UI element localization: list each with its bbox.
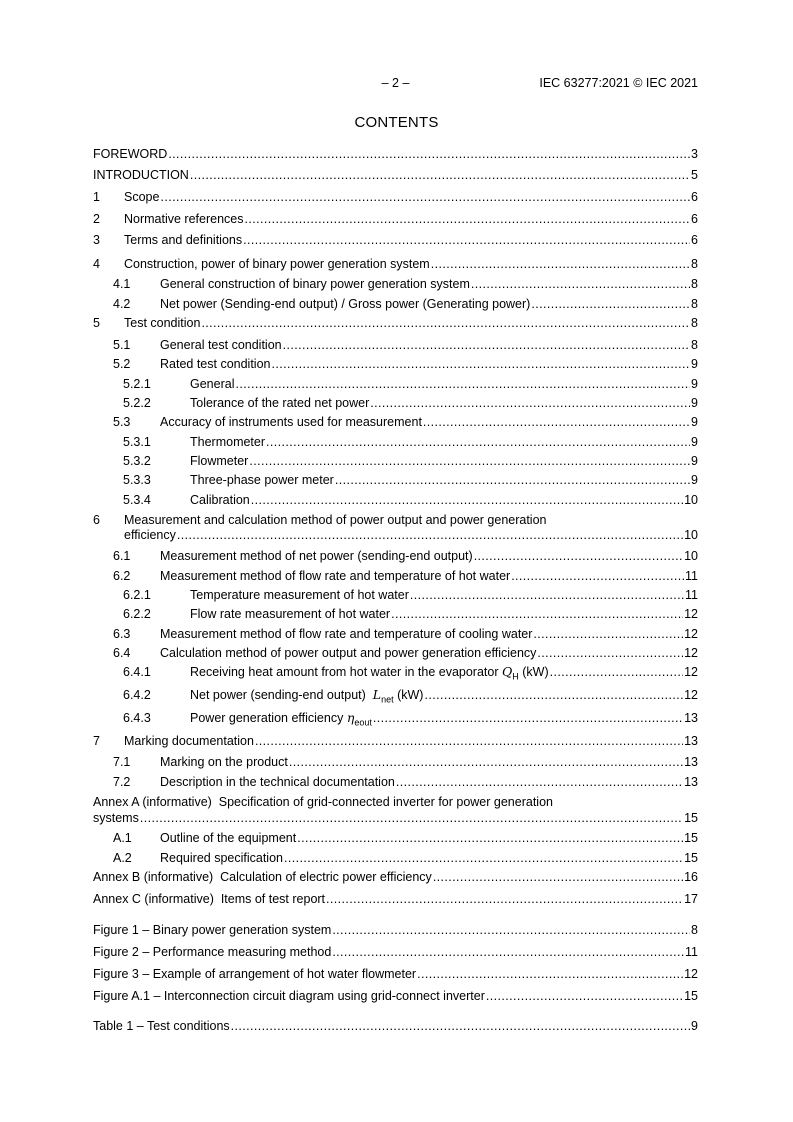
toc-entry-5-3-4[interactable]: 5.3.4 Calibration ..... 10 (93, 492, 698, 508)
toc-entry-2[interactable]: 2 Normative references ..... 6 (93, 211, 698, 227)
toc-entry-6-4-3[interactable]: 6.4.3 Power generation efficiency $\eta_{eout}$ ..... 13 (93, 710, 698, 726)
toc-entry-annex-a-line1[interactable]: Annex A (informative) Specification of grid-connected inverter for power generation (93, 795, 553, 809)
toc-entry-figure-a-1[interactable]: Figure A.1 – Interconnection circuit diagram using grid-connect inverter ..... 15 (93, 988, 698, 1004)
toc-entry-6-3[interactable]: 6.3 Measurement method of flow rate and temperature of cooling water ..... 12 (93, 626, 698, 642)
toc-entry-a-1[interactable]: A.1 Outline of the equipment ..... 15 (93, 830, 698, 846)
toc-entry-figure-2[interactable]: Figure 2 – Performance measuring method ..... 11 (93, 944, 698, 960)
toc-entry-5-1[interactable]: 5.1 General test condition ..... 8 (93, 337, 698, 353)
toc-entry-annex-a-line2[interactable]: systems ..... 15 (93, 810, 698, 826)
toc-entry-6-4[interactable]: 6.4 Calculation method of power output and power generation efficiency ..... 12 (93, 645, 698, 661)
toc-entry-5[interactable]: 5 Test condition ..... 8 (93, 315, 698, 331)
toc-entry-6-line2[interactable]: efficiency ..... 10 (124, 527, 698, 543)
toc-entry-foreword[interactable]: FOREWORD ..... 3 (93, 146, 698, 162)
toc-entry-annex-b[interactable]: Annex B (informative) Calculation of electric power efficiency ..... 16 (93, 869, 698, 885)
standard-reference: IEC 63277:2021 © IEC 2021 (539, 76, 698, 90)
page-header (93, 76, 698, 92)
toc-entry-7[interactable]: 7 Marking documentation ..... 13 (93, 733, 698, 749)
toc-entry-5-2-1[interactable]: 5.2.1 General ..... 9 (93, 376, 698, 392)
page-title: CONTENTS (354, 114, 439, 131)
toc-entry-5-2[interactable]: 5.2 Rated test condition ..... 9 (93, 356, 698, 372)
toc-entry-4-1[interactable]: 4.1 General construction of binary power generation system ..... 8 (93, 276, 698, 292)
toc-entry-6-4-1[interactable]: 6.4.1 Receiving heat amount from hot water in the evaporator $Q_H$ (kW) ..... 12 (93, 664, 698, 680)
toc-entry-5-3-2[interactable]: 5.3.2 Flowmeter ..... 9 (93, 453, 698, 469)
toc-entry-6-2[interactable]: 6.2 Measurement method of flow rate and temperature of hot water ..... 11 (93, 568, 698, 584)
toc-entry-5-3[interactable]: 5.3 Accuracy of instruments used for measurement ..... 9 (93, 414, 698, 430)
toc-entry-figure-3[interactable]: Figure 3 – Example of arrangement of hot water flowmeter ..... 12 (93, 966, 698, 982)
toc-entry-5-3-1[interactable]: 5.3.1 Thermometer ..... 9 (93, 434, 698, 450)
toc-entry-7-1[interactable]: 7.1 Marking on the product ..... 13 (93, 754, 698, 770)
toc-entry-annex-c[interactable]: Annex C (informative) Items of test report ..... 17 (93, 891, 698, 907)
toc-entry-6-2-2[interactable]: 6.2.2 Flow rate measurement of hot water ..... 12 (93, 606, 698, 622)
toc-entry-6-2-1[interactable]: 6.2.1 Temperature measurement of hot water ..... 11 (93, 587, 698, 603)
toc-entry-6-4-2[interactable]: 6.4.2 Net power (sending-end output) $L_{net}$ (kW) ..... 12 (93, 687, 698, 703)
toc-entry-a-2[interactable]: A.2 Required specification ..... 15 (93, 850, 698, 866)
toc-entry-5-3-3[interactable]: 5.3.3 Three-phase power meter ..... 9 (93, 472, 698, 488)
toc-entry-5-2-2[interactable]: 5.2.2 Tolerance of the rated net power ..... 9 (93, 395, 698, 411)
toc-entry-6-line1[interactable]: 6 Measurement and calculation method of power output and power generation (93, 513, 547, 527)
page-number: – 2 – (381, 76, 410, 90)
toc-entry-4[interactable]: 4 Construction, power of binary power generation system ..... 8 (93, 256, 698, 272)
toc-entry-figure-1[interactable]: Figure 1 – Binary power generation system ..... 8 (93, 922, 698, 938)
toc-entry-introduction[interactable]: INTRODUCTION ..... 5 (93, 167, 698, 183)
toc-entry-3[interactable]: 3 Terms and definitions ..... 6 (93, 232, 698, 248)
toc-entry-1[interactable]: 1 Scope ..... 6 (93, 189, 698, 205)
toc-entry-table-1[interactable]: Table 1 – Test conditions ..... 9 (93, 1018, 698, 1034)
toc-entry-7-2[interactable]: 7.2 Description in the technical documentation ..... 13 (93, 774, 698, 790)
toc-entry-6-1[interactable]: 6.1 Measurement method of net power (sending-end output) ..... 10 (93, 548, 698, 564)
toc-entry-4-2[interactable]: 4.2 Net power (Sending-end output) / Gross power (Generating power) ..... 8 (93, 296, 698, 312)
